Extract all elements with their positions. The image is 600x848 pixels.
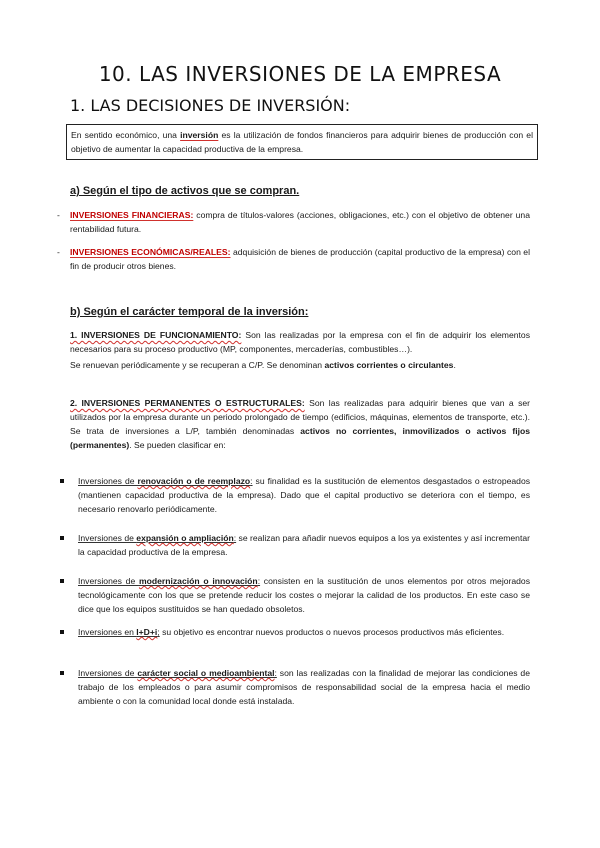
text-end: . [453, 360, 456, 370]
bullet-label: Inversiones de renovación o de reemplazo: [78, 476, 253, 486]
page-title: 10. LAS INVERSIONES DE LA EMPRESA [98, 62, 502, 86]
classification-a-heading: a) Según el tipo de activos que se compran. [70, 185, 300, 197]
text-permanentes-2: . Se pueden clasificar en: [129, 440, 226, 450]
bullet-text: son las realizadas con la finalidad de mejorar las condiciones de trabajo de los empleados o para asumir compromisos de responsabilidad social de la empresa hacia el medio ambiente o con la comunidad local donde está instalada. [78, 668, 530, 706]
text-funcionamiento: Son las realizadas por la empresa con el fin de adquirir los elementos necesarios para su proceso productivo (MP, componentes, mercaderías, combustibles…). [70, 330, 530, 354]
list-item-text: compra de títulos-valores (acciones, obligaciones, etc.) con el objetivo de obtener una rentabilidad futura. [70, 210, 530, 234]
definition-term: inversión [180, 130, 219, 140]
section-heading: 1. LAS DECISIONES DE INVERSIÓN: [70, 96, 351, 115]
definition-box [66, 124, 538, 160]
bullet-text: su objetivo es encontrar nuevos productos o nuevos procesos productivos más eficientes. [159, 627, 505, 637]
bullet-item [78, 531, 530, 559]
term-funcionamiento: 1. INVERSIONES DE FUNCIONAMIENTO: [70, 330, 242, 340]
list-item-text: adquisición de bienes de producción (capital productivo de la empresa) con el fin de producir otros bienes. [70, 247, 530, 271]
classification-b-heading: b) Según el carácter temporal de la inversión: [70, 306, 309, 318]
bullet-text: consisten en la sustitución de unos elementos por otros mejorados tecnológicamente con los que se pretende reducir los costes o mejorar la calidad de los productos. En este caso se dice que los equipos sustituidos se han quedado obsoletos. [78, 576, 531, 614]
list-item [57, 245, 530, 273]
square-bullet-icon [60, 536, 64, 540]
paragraph-renovacion [70, 358, 530, 372]
bullet-item [78, 666, 530, 708]
bullet-item [78, 574, 530, 616]
dash-bullet: - [57, 247, 60, 257]
bullet-text: se realizan para añadir nuevos equipos a los ya existentes y así incrementar la capacidad productiva de la empresa. [78, 533, 530, 557]
square-bullet-icon [60, 479, 64, 483]
bullet-label: Inversiones de carácter social o medioambiental: [78, 668, 277, 678]
list-item-term: INVERSIONES ECONÓMICAS/REALES: [70, 247, 231, 257]
square-bullet-icon [60, 671, 64, 675]
bullet-item [78, 474, 530, 516]
activos-no-corrientes: activos no corrientes, inmovilizados o activos fijos (permanentes) [70, 426, 530, 450]
bullet-text: su finalidad es la sustitución de elementos desgastados o estropeados (mantienen capacidad productiva de la empresa). Dado que el capital productivo se deteriora con el tiempo, es necesario renovarlo periódicamente. [78, 476, 531, 514]
list-item-term: INVERSIONES FINANCIERAS: [70, 210, 194, 220]
list-item [57, 208, 530, 236]
activos-corrientes: activos corrientes o circulantes [324, 360, 454, 370]
bullet-label: Inversiones de expansión o ampliación: [78, 533, 237, 543]
text-permanentes-1: Son las realizadas para adquirir bienes que van a ser utilizados por la empresa durante un periodo prolongado de tiempo (edificios, máquinas, elementos de transporte, etc.). Se trata de inversiones a L/P, también denominadas [70, 398, 531, 436]
bullet-label: Inversiones de modernización o innovación: [78, 576, 261, 586]
definition-pre: En sentido económico, una [71, 130, 181, 140]
bullet-label: Inversiones en I+D+i; [78, 627, 160, 637]
square-bullet-icon [60, 579, 64, 583]
term-permanentes: 2. INVERSIONES PERMANENTES O ESTRUCTURALES: [70, 398, 305, 408]
text-renovacion: Se renuevan periódicamente y se recuperan a C/P. Se denominan [70, 360, 325, 370]
paragraph-permanentes [70, 396, 530, 452]
bullet-item [78, 625, 530, 639]
square-bullet-icon [60, 630, 64, 634]
dash-bullet: - [57, 210, 60, 220]
definition-post: es la utilización de fondos financieros para adquirir bienes de producción con el objetivo de aumentar la capacidad productiva de la empresa. [71, 130, 533, 154]
paragraph-funcionamiento [70, 328, 530, 356]
